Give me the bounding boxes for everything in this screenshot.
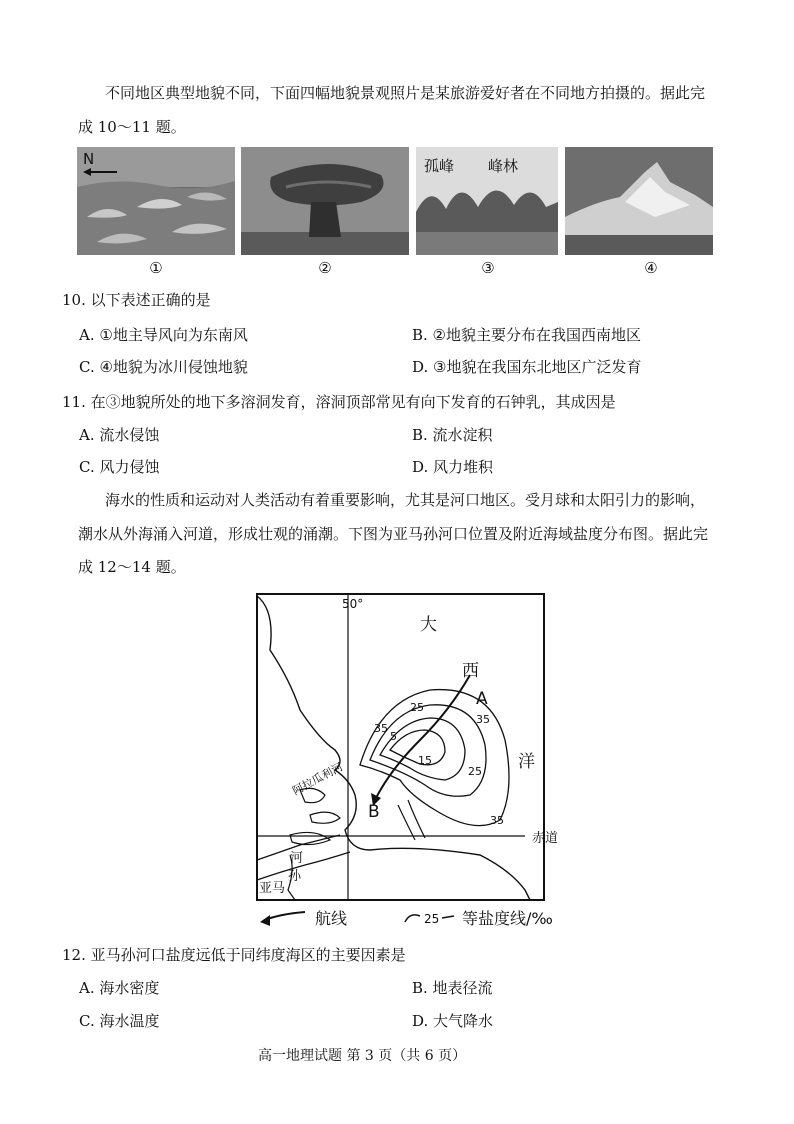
photo-1-north-label: N: [83, 150, 95, 168]
photo-4-glacier-mountain: [565, 147, 713, 255]
photo-1-sand-dunes: [77, 147, 235, 255]
photo-2-caption: ②: [318, 259, 332, 277]
isohaline-label-35-a: 35: [374, 722, 388, 735]
isohaline-label-25-a: 25: [410, 701, 424, 714]
river-label-amapari: 阿拉瓜利河: [290, 760, 345, 798]
intro-paragraph-1-line-2: 成 10～11 题。: [78, 118, 186, 136]
photo-2-mushroom-rock: [241, 147, 409, 255]
legend-route-label: 航线: [315, 909, 348, 928]
q12-option-c: C. 海水温度: [79, 1012, 160, 1030]
q10-option-b: B. ②地貌主要分布在我国西南地区: [412, 326, 642, 344]
photo-3-label-isolated-peak: 孤峰: [424, 157, 455, 175]
river-label-amazon-2: 孙: [288, 869, 302, 884]
intro-paragraph-2-line-1: 海水的性质和运动对人类活动有着重要影响，尤其是河口地区。受月球和太阳引力的影响，: [105, 491, 706, 509]
q12-stem: 12. 亚马孙河口盐度远低于同纬度海区的主要因素是: [62, 946, 406, 964]
intro-paragraph-1-line-1: 不同地区典型地貌不同，下面四幅地貌景观照片是某旅游爱好者在不同地方拍摄的。据此完: [105, 84, 706, 102]
q10-stem: 10. 以下表述正确的是: [62, 291, 211, 309]
point-a-label: A: [476, 689, 488, 709]
photo-3-caption: ③: [481, 259, 495, 277]
q10-option-c: C. ④地貌为冰川侵蚀地貌: [79, 358, 248, 376]
q11-option-a: A. 流水侵蚀: [79, 426, 160, 444]
legend-isohaline-symbol: [405, 915, 420, 922]
ocean-label-da: 大: [420, 615, 437, 635]
isohaline-label-15: 15: [418, 754, 432, 767]
legend-isohaline-label: 等盐度线/‰: [462, 909, 553, 928]
q12-option-b: B. 地表径流: [412, 979, 493, 997]
q11-option-b: B. 流水淀积: [412, 426, 493, 444]
q10-option-a: A. ①地主导风向为东南风: [79, 326, 248, 344]
isohaline-label-5: 5: [390, 730, 397, 743]
longitude-label: 50°: [342, 597, 364, 611]
river-label-amazon-3: 河: [290, 851, 304, 866]
q12-option-a: A. 海水密度: [79, 979, 160, 997]
q11-option-d: D. 风力堆积: [412, 458, 494, 476]
ocean-label-xi: 西: [462, 661, 479, 681]
photo-3-karst-peaks: [416, 147, 558, 255]
equator-label: 赤道: [532, 831, 559, 846]
ocean-label-yang: 洋: [518, 752, 535, 772]
intro-paragraph-2-line-3: 成 12～14 题。: [78, 558, 186, 576]
point-b-label: B: [368, 802, 380, 822]
river-label-amazon-1: 亚马: [259, 881, 286, 896]
page-footer: 高一地理试题 第 3 页（共 6 页）: [258, 1048, 467, 1064]
isohaline-label-35-b: 35: [476, 713, 490, 726]
legend-route-arrow-icon: [265, 912, 305, 920]
amazon-estuary-salinity-map: [240, 590, 560, 930]
q11-option-c: C. 风力侵蚀: [79, 458, 160, 476]
photo-4-caption: ④: [644, 259, 658, 277]
isohaline-label-25-b: 25: [468, 765, 482, 778]
photo-1-caption: ①: [149, 259, 163, 277]
isohaline-label-35-c: 35: [490, 814, 504, 827]
q10-option-d: D. ③地貌在我国东北地区广泛发育: [412, 358, 642, 376]
legend-isohaline-value: 25: [424, 912, 440, 926]
intro-paragraph-2-line-2: 潮水从外海涌入河道，形成壮观的涌潮。下图为亚马孙河口位置及附近海域盐度分布图。据此完: [78, 525, 709, 543]
q11-stem: 11. 在③地貌所处的地下多溶洞发育，溶洞顶部常见有向下发育的石钟乳，其成因是: [62, 393, 616, 411]
photo-3-label-peak-forest: 峰林: [488, 157, 519, 175]
q12-option-d: D. 大气降水: [412, 1012, 494, 1030]
